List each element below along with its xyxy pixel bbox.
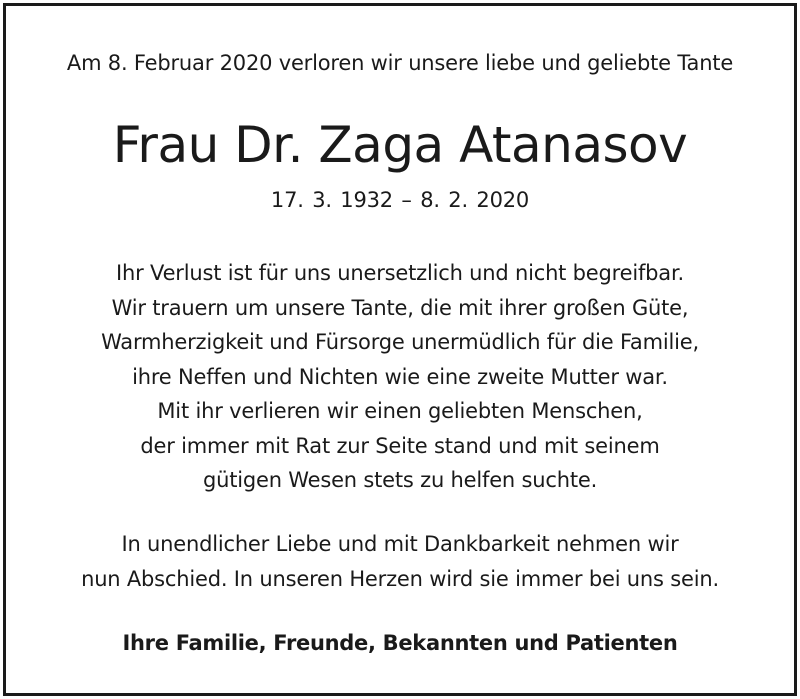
intro-line: Am 8. Februar 2020 verloren wir unsere liebe und geliebte Tante: [66, 51, 734, 75]
signature-line: Ihre Familie, Freunde, Bekannten und Patienten: [122, 631, 678, 655]
verse-line: In unendlicher Liebe und mit Dankbarkeit nehmen wir: [121, 532, 679, 556]
verse-line: Ihr Verlust ist für uns unersetzlich und nicht begreifbar.: [116, 261, 684, 285]
verse-block-2: [6, 527, 794, 596]
verse-line: Warmherzigkeit und Fürsorge unermüdlich für die Familie,: [101, 330, 699, 354]
deceased-name: Frau Dr. Zaga Atanasov: [112, 116, 688, 174]
verse-line: nun Abschied. In unseren Herzen wird sie immer bei uns sein.: [81, 566, 719, 591]
verse-line: Mit ihr verlieren wir einen geliebten Menschen,: [157, 399, 643, 423]
verse-line: der immer mit Rat zur Seite stand und mit seinem: [140, 433, 660, 458]
verse-line: Wir trauern um unsere Tante, die mit ihrer großen Güte,: [111, 295, 689, 320]
life-dates: 17. 3. 1932 – 8. 2. 2020: [270, 188, 530, 212]
verse-line: ihre Neffen und Nichten wie eine zweite Mutter war.: [132, 364, 668, 389]
notice-frame: [3, 3, 797, 696]
verse-line: gütigen Wesen stets zu helfen suchte.: [202, 468, 598, 492]
verse-block-1: [6, 256, 794, 498]
